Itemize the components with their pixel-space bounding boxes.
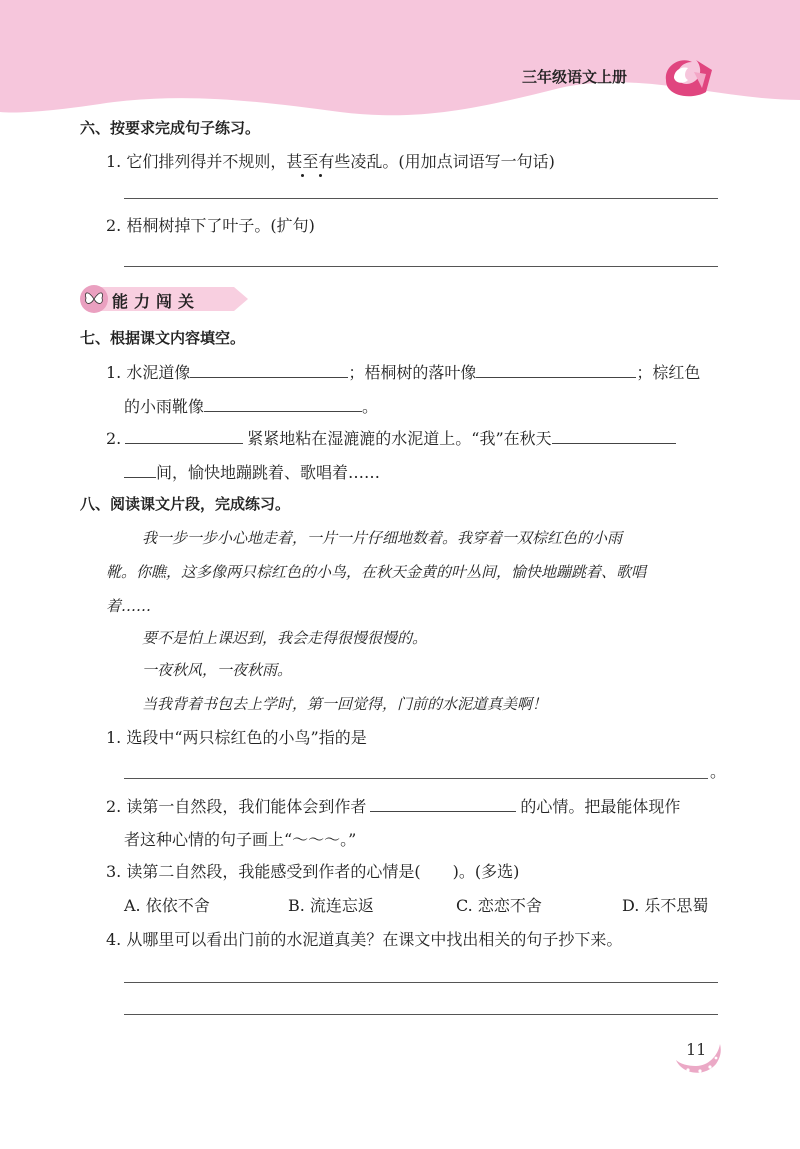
option-c[interactable]: C. 恋恋不舍 bbox=[456, 896, 542, 915]
q2-text-a: 2. 读第一自然段，我们能体会到作者 bbox=[106, 797, 367, 816]
s7-question-2-line-2 bbox=[124, 462, 380, 483]
s8-question-2-line-2: 者这种心情的句子画上“～～～。” bbox=[124, 830, 357, 849]
s8-q1-end-mark: 。 bbox=[710, 762, 727, 781]
passage-line: 靴。你瞧，这多像两只棕红色的小鸟，在秋天金黄的叶丛间，愉快地蹦跳着、歌唱 bbox=[106, 563, 647, 581]
fill-blank[interactable] bbox=[552, 428, 676, 444]
q2-text-a: 2. bbox=[106, 429, 122, 448]
page-number: 11 bbox=[686, 1040, 707, 1059]
q2-text-b: 的心情。把最能体现作 bbox=[520, 797, 681, 816]
s7-question-1-line-1 bbox=[106, 362, 700, 383]
s7-question-2-line-1 bbox=[106, 428, 676, 449]
passage-line: 一夜秋风，一夜秋雨。 bbox=[142, 661, 293, 679]
section-7-heading: 七、根据课文内容填空。 bbox=[80, 329, 246, 347]
q1-text-a: 1. 水泥道像 bbox=[106, 363, 191, 382]
s6-question-1: 1. 它们排列得并不规则，甚至有些凌乱。(用加点词语写一句话) bbox=[106, 152, 555, 171]
section-8-heading: 八、阅读课文片段，完成练习。 bbox=[80, 495, 291, 513]
s8-question-1: 1. 选段中“两只棕红色的小鸟”指的是 bbox=[106, 728, 367, 747]
option-d[interactable]: D. 乐不思蜀 bbox=[622, 896, 709, 915]
option-b[interactable]: B. 流连忘返 bbox=[288, 896, 374, 915]
fill-blank[interactable] bbox=[124, 462, 156, 478]
grade-label: 三年级语文上册 bbox=[522, 68, 628, 86]
passage-line: 我一步一步小心地走着，一片一片仔细地数着。我穿着一双棕红色的小雨 bbox=[142, 529, 623, 547]
passage-line: 当我背着书包去上学时，第一回觉得，门前的水泥道真美啊！ bbox=[142, 695, 548, 713]
s7-question-1-line-2 bbox=[124, 396, 378, 417]
s8-question-2-line-1 bbox=[106, 796, 680, 817]
q2-text-b: 紧紧地粘在湿漉漉的水泥道上。“我”在秋天 bbox=[247, 429, 552, 448]
answer-line[interactable] bbox=[124, 198, 718, 199]
emphasis-dot bbox=[319, 174, 322, 177]
answer-line[interactable] bbox=[124, 1014, 718, 1015]
s6-question-2: 2. 梧桐树掉下了叶子。(扩句) bbox=[106, 216, 315, 235]
q1-text-c: ；棕红色 bbox=[636, 363, 701, 382]
fill-blank[interactable] bbox=[125, 428, 243, 444]
emphasis-dot bbox=[301, 174, 304, 177]
answer-line[interactable] bbox=[124, 982, 718, 983]
fill-blank[interactable] bbox=[476, 362, 636, 378]
phoenix-logo-icon bbox=[656, 52, 714, 98]
q1-text-d: 的小雨靴像 bbox=[124, 397, 205, 416]
fill-blank[interactable] bbox=[190, 362, 348, 378]
passage-line: 要不是怕上课迟到，我会走得很慢很慢的。 bbox=[142, 629, 428, 647]
fill-blank[interactable] bbox=[370, 796, 516, 812]
q1-text-e: 。 bbox=[362, 397, 379, 416]
option-a[interactable]: A. 依依不舍 bbox=[124, 896, 210, 915]
ability-banner-label: 能力闯关 bbox=[112, 292, 201, 311]
section-6-heading: 六、按要求完成句子练习。 bbox=[80, 119, 261, 137]
s8-question-4: 4. 从哪里可以看出门前的水泥道真美？在课文中找出相关的句子抄下来。 bbox=[106, 930, 623, 949]
s8-question-3: 3. 读第二自然段，我能感受到作者的心情是( )。(多选) bbox=[106, 862, 520, 881]
q1-text-b: ；梧桐树的落叶像 bbox=[348, 363, 477, 382]
answer-line[interactable] bbox=[124, 266, 718, 267]
q2-text-c: 间，愉快地蹦跳着、歌唱着…… bbox=[156, 463, 381, 482]
passage-line: 着…… bbox=[106, 597, 152, 615]
answer-line[interactable] bbox=[124, 778, 708, 779]
fill-blank[interactable] bbox=[204, 396, 362, 412]
